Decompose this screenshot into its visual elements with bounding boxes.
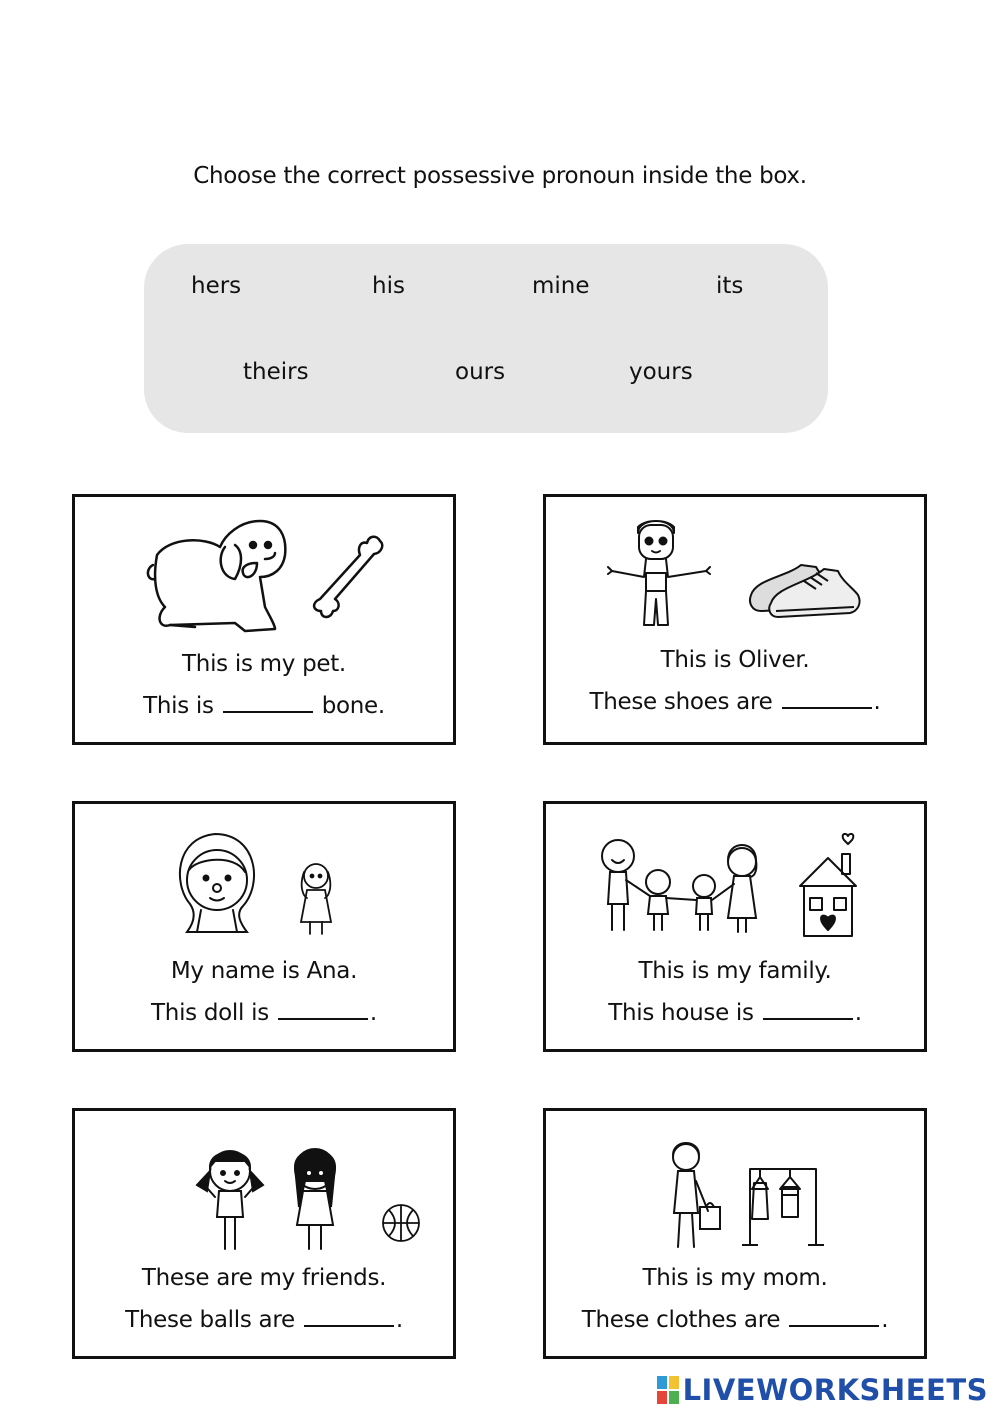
logo-text: LIVEWORKSHEETS (682, 1373, 988, 1407)
sentence-line-2: This doll is . (151, 1000, 377, 1026)
exercise-card-family (543, 801, 927, 1052)
family-picture (602, 840, 756, 932)
sneakers-picture (750, 565, 860, 617)
house-picture (800, 834, 856, 936)
word-bank-item[interactable]: his (372, 273, 405, 299)
card-illustration (75, 814, 453, 944)
sentence-line-1: My name is Ana. (170, 958, 358, 984)
answer-blank[interactable] (278, 1000, 368, 1020)
exercise-card-oliver (543, 494, 927, 745)
word-bank-item[interactable]: its (716, 273, 744, 299)
answer-blank[interactable] (763, 1000, 853, 1020)
word-bank-item[interactable]: ours (455, 359, 506, 385)
word-bank-item[interactable]: hers (191, 273, 242, 299)
card-illustration (75, 1121, 453, 1251)
basketball-picture (383, 1205, 419, 1241)
word-bank-item[interactable]: yours (629, 359, 693, 385)
two-girls-picture (197, 1149, 335, 1249)
exercise-card-ana (72, 801, 456, 1052)
answer-blank[interactable] (223, 693, 313, 713)
doll-picture (301, 864, 331, 934)
mom-picture (673, 1143, 720, 1247)
exercise-card-mom (543, 1108, 927, 1359)
bone-picture (314, 537, 382, 617)
girl-face-picture (180, 834, 254, 932)
dog-picture (148, 521, 285, 631)
word-bank-item[interactable]: mine (532, 273, 590, 299)
instruction-text: Choose the correct possessive pronoun inside the box. (193, 163, 807, 189)
word-bank-item[interactable]: theirs (243, 359, 309, 385)
card-illustration (546, 507, 924, 637)
clothes-rack-picture (742, 1169, 824, 1245)
card-illustration (75, 507, 453, 637)
sentence-line-2: These shoes are . (589, 689, 881, 715)
card-illustration (546, 814, 924, 944)
answer-blank[interactable] (304, 1307, 394, 1327)
liveworksheets-logo[interactable] (657, 1372, 988, 1408)
logo-icon (657, 1376, 679, 1404)
exercise-card-pet (72, 494, 456, 745)
answer-blank[interactable] (782, 689, 872, 709)
sentence-line-2: These clothes are . (581, 1307, 889, 1333)
sentence-line-1: These are my friends. (141, 1265, 387, 1291)
sentence-line-2: These balls are . (125, 1307, 403, 1333)
sentence-line-2: This house is . (608, 1000, 862, 1026)
card-illustration (546, 1121, 924, 1251)
sentence-line-1: This is Oliver. (660, 647, 810, 673)
sentence-line-1: This is my family. (638, 958, 832, 984)
answer-blank[interactable] (789, 1307, 879, 1327)
word-bank-box (144, 244, 828, 433)
boy-picture (608, 521, 710, 625)
sentence-line-2: This is bone. (143, 693, 385, 719)
sentence-line-1: This is my mom. (642, 1265, 828, 1291)
exercise-card-friends (72, 1108, 456, 1359)
sentence-line-1: This is my pet. (182, 651, 346, 677)
